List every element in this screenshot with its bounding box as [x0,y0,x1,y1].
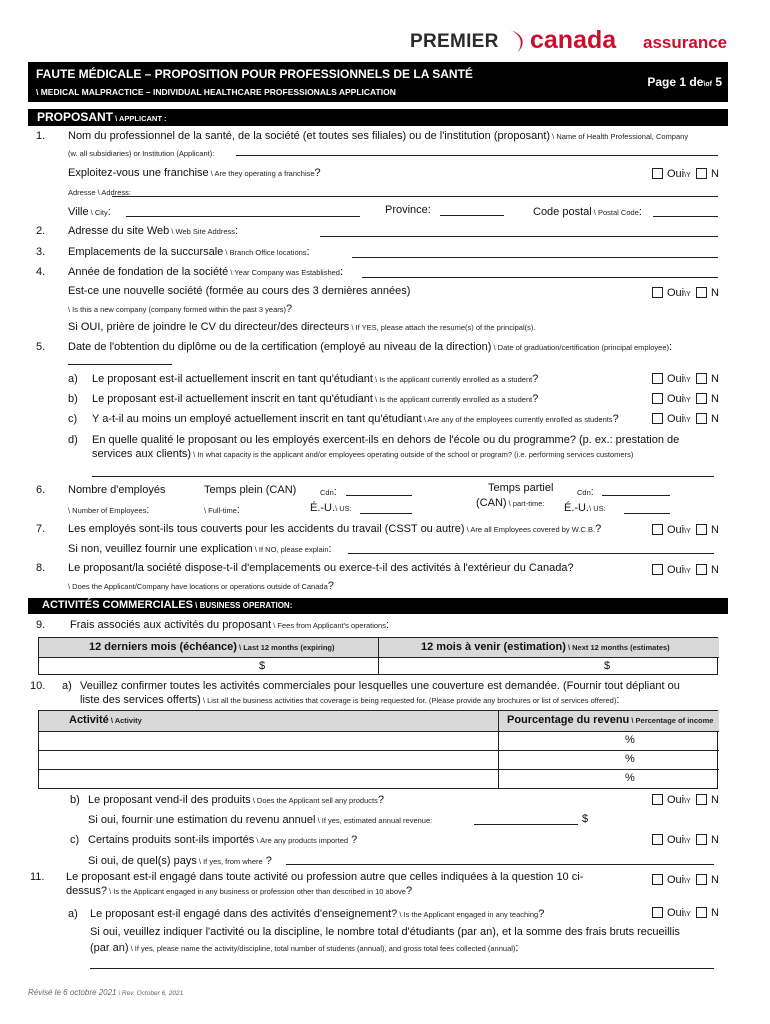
q11a-details-label-cont: (par an) \ If yes, please name the activity/discipline, total number of students (annual), and gross total fees collected (annual): [90,942,519,954]
q4-attach-resume: Si OUI, prière de joindre le CV du directeur/des directeurs \ If YES, please attach the resume(s) of the principal(s). [68,321,536,333]
activities-table [38,710,718,789]
q5c-no-label: N [711,413,719,425]
q5b-yes-label: Oui\Y [667,393,691,405]
q2-number: 2. [36,225,46,237]
revision-date: Révisé le 6 octobre 2021 \ Rev. October 6, 2021 [28,988,184,997]
imported-no-label: N [711,834,719,846]
q7-question: Les employés sont-ils tous couverts pour les accidents du travail (CSST ou autre) \ Are all Employees covered by W.C.B.? [68,523,602,535]
year-established-field[interactable] [362,277,718,278]
outside-canada-yes-checkbox[interactable] [652,564,663,575]
yes-label-en: \Y [684,911,691,918]
teaching-details-field[interactable] [90,968,714,969]
fulltime-label: Temps plein (CAN) [204,484,297,496]
section-business-operation: ACTIVITÉS COMMERCIALES \ BUSINESS OPERATION: [28,598,728,614]
q10c-question: Certains produits sont-ils importés \ Are any products imported ? [88,834,358,846]
form-subtitle: \ MEDICAL MALPRACTICE – INDIVIDUAL HEALTHCARE PROFESSIONALS APPLICATION [36,87,396,97]
percent-row-2[interactable]: % [499,751,719,770]
annual-revenue-currency: $ [582,813,589,825]
activity-row-2[interactable] [39,751,499,770]
q5-question: Date de l'obtention du diplôme ou de la certification (employé au niveau de la direction) \ Date of graduation/certification (principal employee): [68,341,673,353]
q5a-yes-label: Oui\Y [667,373,691,385]
q10b-label: b) [70,794,80,806]
wcb-no-checkbox[interactable] [696,524,707,535]
graduation-date-field[interactable] [68,364,172,365]
q3-number: 3. [36,246,46,258]
fulltime-cdn-label: Cdn: [320,486,337,498]
branch-locations-field[interactable] [352,257,718,258]
q1-number: 1. [36,130,46,142]
postal-code-label: Code postal \ Postal Code: [533,206,642,218]
q4-new-company-question-en: \ Is this a new company (company formed within the past 3 years)? [68,303,293,315]
other-business-no-checkbox[interactable] [696,874,707,885]
logo-assurance: assurance [643,33,728,52]
q11a-question: Le proposant est-il engagé dans des activités d'enseignement? \ Is the Applicant engaged in any teaching? [90,908,545,920]
address-label: Adresse \ Address: [68,188,131,197]
q4-question: Année de fondation de la société \ Year Company was Established: [68,266,344,278]
q9-question: Frais associés aux activités du proposant \ Fees from Applicant's operations: [70,619,390,631]
q10a-label: a) [62,680,72,692]
q11-question: Le proposant est-il engagé dans toute activité ou profession autre que celles indiquées à la question 10 ci- [66,871,584,883]
q5c-yes-label: Oui\Y [667,413,691,425]
q8-number: 8. [36,562,46,574]
q5c-yes-checkbox[interactable] [652,413,663,424]
percent-row-3[interactable]: % [625,772,635,784]
outside-canada-no-checkbox[interactable] [696,564,707,575]
yes-label-en: \Y [684,838,691,845]
q5b-question: Le proposant est-il actuellement inscrit en tant qu'étudiant \ Is the applicant currently enrolled as a student? [92,393,539,405]
franchise-no-checkbox[interactable] [696,168,707,179]
q5a-yes-checkbox[interactable] [652,373,663,384]
import-countries-field[interactable] [286,864,714,865]
city-field[interactable] [126,216,360,217]
q7-explain-label: Si non, veuillez fournir une explication \ If NO, please explain: [68,543,332,555]
fees-table [38,637,718,675]
imported-yes-checkbox[interactable] [652,834,663,845]
yes-label-en: \Y [684,397,691,404]
parttime-us-field[interactable] [624,513,670,514]
page-indicator: Page 1 de\of 5 [647,75,722,89]
fees-col-next12-header: 12 mois à venir (estimation) \ Next 12 months (estimates) [379,638,719,658]
q6-number: 6. [36,484,46,496]
franchise-yes-label: Oui\Y [667,168,691,180]
q5b-yes-checkbox[interactable] [652,393,663,404]
q7-number: 7. [36,523,46,535]
q8-question-en: \ Does the Applicant/Company have locations or operations outside of Canada? [68,580,334,592]
address-field[interactable] [112,196,718,197]
imported-yes-label: Oui\Y [667,834,691,846]
parttime-cdn-field[interactable] [602,495,670,496]
fees-next12-cell[interactable] [379,658,719,675]
q6-question-en: \ Number of Employees: [68,504,150,516]
parttime-us-label: É.-U.\ US: [564,502,606,514]
q11a-details-label: Si oui, veuillez indiquer l'activité ou la discipline, le nombre total d'étudiants (par an), et la somme des frais bruts recueillis [90,926,680,938]
parttime-label: Temps partiel [488,482,554,494]
new-company-yes-checkbox[interactable] [652,287,663,298]
section-business-operation-title: ACTIVITÉS COMMERCIALES [42,599,193,611]
outside-canada-no-label: N [711,564,719,576]
logo-premier: PREMIER [410,31,499,52]
q5d-label: d) [68,434,78,446]
franchise-no-label: N [711,168,719,180]
q5d-question: En quelle qualité le proposant ou les employés exercent-ils en dehors de l'école ou du programme? (p. ex.: prestation de [92,434,680,446]
q10b-question: Le proposant vend-il des produits \ Does the Applicant sell any products? [88,794,384,806]
q8-question: Le proposant/la société dispose-t-il d'emplacements ou exerce-t-il des activités à l'extérieur du Canada? [68,562,574,574]
wcb-yes-label: Oui\Y [667,524,691,536]
sell-products-no-label: N [711,794,719,806]
province-label: Province: [385,204,431,216]
percent-row-1[interactable]: % [499,732,719,751]
other-business-yes-checkbox[interactable] [652,874,663,885]
q4-number: 4. [36,266,46,278]
sell-products-yes-checkbox[interactable] [652,794,663,805]
q10b-estimate-label: Si oui, fournir une estimation du revenu annuel \ If yes, estimated annual revenue: [88,814,433,826]
new-company-yes-label: Oui\Y [667,287,691,299]
fulltime-us-label: É.-U.\ US: [310,502,352,514]
q5b-no-checkbox[interactable] [696,393,707,404]
q9-number: 9. [36,619,46,631]
applicant-name-field[interactable] [236,155,718,156]
sell-products-yes-label: Oui\Y [667,794,691,806]
q4-new-company-question: Est-ce une nouvelle société (formée au cours des 3 dernières années) [68,285,411,297]
fulltime-us-field[interactable] [360,513,412,514]
yes-label-en: \Y [684,417,691,424]
q10c-label: c) [70,834,80,846]
section-applicant-title: PROPOSANT [37,110,114,124]
wcb-no-label: N [711,524,719,536]
new-company-no-checkbox[interactable] [696,287,707,298]
postal-code-field[interactable] [653,216,718,217]
activity-row-1[interactable] [39,732,499,751]
q5a-no-label: N [711,373,719,385]
section-applicant: PROPOSANT \ APPLICANT : [28,109,728,126]
activity-row-3[interactable] [39,770,499,789]
q3-question: Emplacements de la succursale \ Branch Office locations: [68,246,310,258]
outside-canada-yes-label: Oui\Y [667,564,691,576]
q10-number: 10. [30,680,46,692]
q5c-label: c) [68,413,78,425]
yes-label-en: \Y [684,568,691,575]
city-label: Ville \ City: [68,206,111,218]
annual-revenue-field[interactable] [474,824,578,825]
activity-col-header: Activité \ Activity [39,711,499,732]
teaching-no-checkbox[interactable] [696,907,707,918]
new-company-no-label: N [711,287,719,299]
q1-franchise-question: Exploitez-vous une franchise \ Are they operating a franchise? [68,167,321,179]
yes-label-en: \Y [684,878,691,885]
teaching-no-label: N [711,907,719,919]
q1-question: Nom du professionnel de la santé, de la société (et toutes ses filiales) ou de l'institution (proposant) \ Name of Health Professional, Company [68,130,689,142]
q5a-question: Le proposant est-il actuellement inscrit en tant qu'étudiant \ Is the applicant currently enrolled as a student? [92,373,539,385]
province-field[interactable] [440,215,504,216]
yes-label-en: \Y [684,291,691,298]
fees-col-last12-header: 12 derniers mois (échéance) \ Last 12 months (expiring) [39,638,379,658]
website-field[interactable] [320,236,718,237]
q10c-countries-label: Si oui, de quel(s) pays \ If yes, from where ? [88,855,272,867]
q10a-question-cont: liste des services offerts) \ List all the business activities that coverage is being requested for. (Please provide any brochures or list of services offered): [80,694,620,706]
q5d-question-cont: services aux clients) \ In what capacity is the applicant and/or employees operating outside of the school or program? (i.e. performing services customers) [92,448,634,460]
logo-canada: canada [530,26,617,54]
other-business-no-label: N [711,874,719,886]
q5c-no-checkbox[interactable] [696,413,707,424]
fulltime-label-en: \ Full-time: [204,504,240,516]
yes-label-en: \Y [684,528,691,535]
yes-label-en: \Y [684,172,691,179]
q5d-answer-field[interactable] [92,476,714,477]
q5a-label: a) [68,373,78,385]
teaching-yes-checkbox[interactable] [652,907,663,918]
other-business-yes-label: Oui\Y [667,874,691,886]
fulltime-cdn-field[interactable] [346,495,412,496]
q10a-question: Veuillez confirmer toutes les activités commerciales pour lesquelles une couverture est demandée. (Fournir tout dépliant ou [80,680,680,692]
q5b-label: b) [68,393,78,405]
q5a-no-checkbox[interactable] [696,373,707,384]
form-header [28,62,728,102]
parttime-cdn-label: Cdn: [577,486,594,498]
q11-question-cont: dessus? \ Is the Applicant engaged in any business or profession other than described in 10 above? [66,885,413,897]
q6-question: Nombre d'employés [68,484,166,496]
q11-number: 11. [30,871,45,883]
wcb-yes-checkbox[interactable] [652,524,663,535]
q5b-no-label: N [711,393,719,405]
yes-label-en: \Y [684,377,691,384]
fees-last12-cell[interactable] [39,658,379,675]
franchise-yes-checkbox[interactable] [652,168,663,179]
q5-number: 5. [36,341,46,353]
imported-no-checkbox[interactable] [696,834,707,845]
fees-last12-currency: $ [259,660,266,672]
yes-label-en: \Y [684,798,691,805]
fees-next12-currency: $ [604,660,611,672]
q2-question: Adresse du site Web \ Web Site Address: [68,225,239,237]
q7-explain-field[interactable] [348,553,714,554]
form-title: FAUTE MÉDICALE – PROPOSITION POUR PROFESSIONNELS DE LA SANTÉ [36,67,473,81]
income-percent-col-header: Pourcentage du revenu \ Percentage of income [499,711,719,732]
q1-question-en: (w. all subsidiaries) or Institution (Applicant): [68,149,215,158]
q11a-label: a) [68,908,78,920]
logo-swoosh-icon [508,28,530,54]
q5c-question: Y a-t-il au moins un employé actuellement inscrit en tant qu'étudiant \ Are any of the employees currently enrolled as students? [92,413,619,425]
parttime-label-2: (CAN) \ part-time: [476,497,545,509]
sell-products-no-checkbox[interactable] [696,794,707,805]
teaching-yes-label: Oui\Y [667,907,691,919]
